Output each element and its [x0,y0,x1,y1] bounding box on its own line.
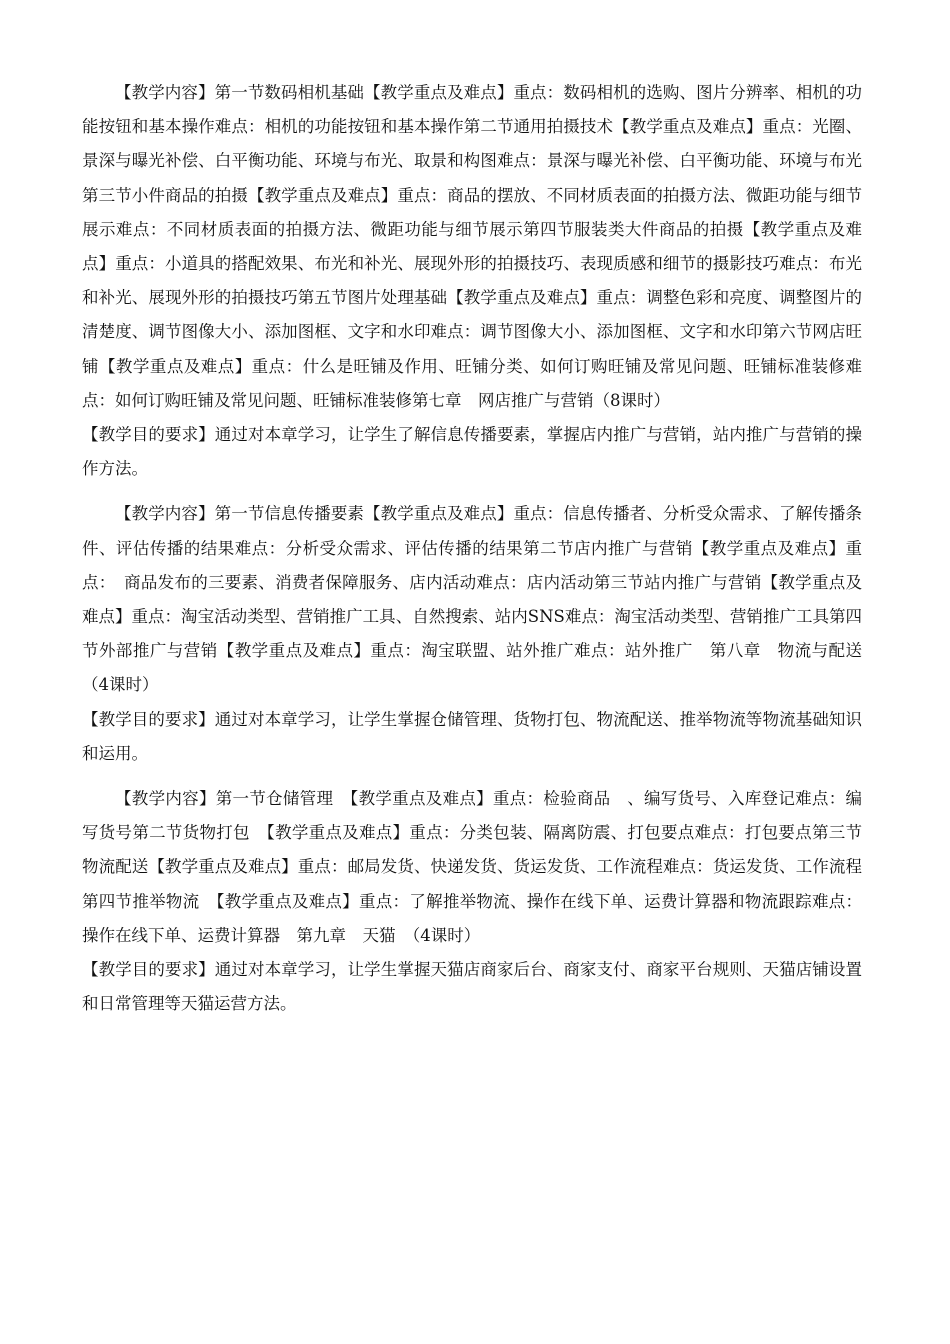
objective-paragraph-chapter-7: 【教学目的要求】通过对本章学习，让学生了解信息传播要素，掌握店内推广与营销，站内推广与营销的操作方法。 [82,425,862,479]
content-paragraph-chapter-8: 【教学内容】第一节仓储管理 【教学重点及难点】重点：检验商品 、编写货号、入库登记难点：编写货号第二节货物打包 【教学重点及难点】重点：分类包装、隔离防震、打包要点难点：打包要点第三节物流配送【教学重点及难点】重点：邮局发货、快递发货、货运发货、工作流程难点：货运发货、工作流程第四节推举物流 【教学重点及难点】重点：了解推举物流、操作在线下单、运费计算器和物流跟踪难点：操作在线下单、运费计算器 第九章 天猫 （4课时） [82,789,862,945]
document-page [82,76,862,1021]
content-paragraph-chapter-7: 【教学内容】第一节信息传播要素【教学重点及难点】重点：信息传播者、分析受众需求、了解传播条件、评估传播的结果难点：分析受众需求、评估传播的结果第二节店内推广与营销【教学重点及难点】重点： 商品发布的三要素、消费者保障服务、店内活动难点：店内活动第三节站内推广与营销【教学重点及难点】重点：淘宝活动类型、营销推广工具、自然搜索、站内SNS难点：淘宝活动类型、营销推广工具第四节外部推广与营销【教学重点及难点】重点：淘宝联盟、站外推广难点：站外推广 第八章 物流与配送（4课时） [82,504,862,695]
objective-paragraph-chapter-8: 【教学目的要求】通过对本章学习，让学生掌握仓储管理、货物打包、物流配送、推举物流等物流基础知识和运用。 [82,709,862,763]
content-paragraph-chapter-6: 【教学内容】第一节数码相机基础【教学重点及难点】重点：数码相机的选购、图片分辨率、相机的功能按钮和基本操作难点：相机的功能按钮和基本操作第二节通用拍摄技术【教学重点及难点】重点：光圈、景深与曝光补偿、白平衡功能、环境与布光、取景和构图难点：景深与曝光补偿、白平衡功能、环境与布光第三节小件商品的拍摄【教学重点及难点】重点：商品的摆放、不同材质表面的拍摄方法、微距功能与细节展示难点：不同材质表面的拍摄方法、微距功能与细节展示第四节服装类大件商品的拍摄【教学重点及难点】重点：小道具的搭配效果、布光和补光、展现外形的拍摄技巧、表现质感和细节的摄影技巧难点：布光和补光、展现外形的拍摄技巧第五节图片处理基础【教学重点及难点】重点：调整色彩和亮度、调整图片的清楚度、调节图像大小、添加图框、文字和水印难点：调节图像大小、添加图框、文字和水印第六节网店旺铺【教学重点及难点】重点：什么是旺铺及作用、旺铺分类、如何订购旺铺及常见问题、旺铺标准装修难点：如何订购旺铺及常见问题、旺铺标准装修第七章 网店推广与营销（8课时） [82,83,862,410]
objective-paragraph-chapter-9: 【教学目的要求】通过对本章学习，让学生掌握天猫店商家后台、商家支付、商家平台规则、天猫店铺设置和日常管理等天猫运营方法。 [82,960,862,1014]
